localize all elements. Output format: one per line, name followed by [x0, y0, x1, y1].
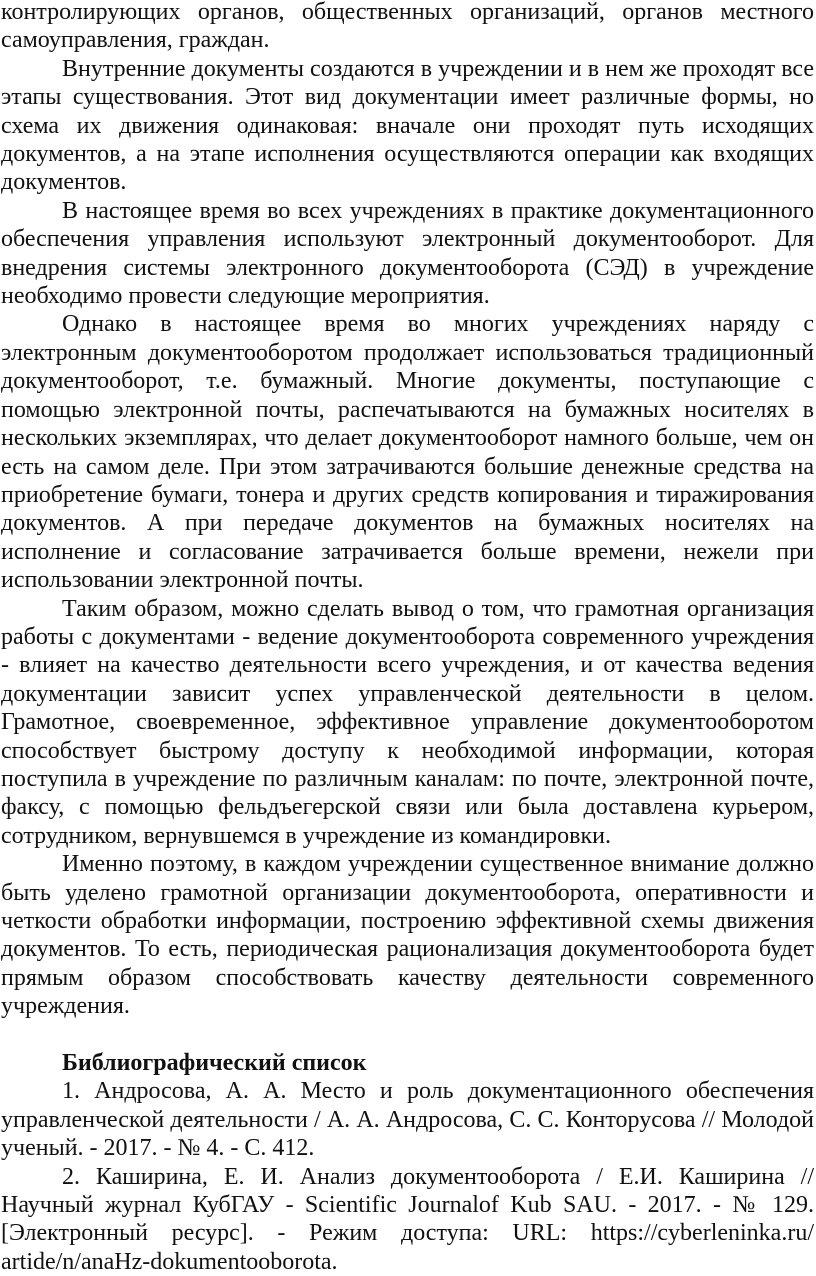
bibliography-title: Библиографический список	[62, 1050, 367, 1077]
paragraph-internal-documents: Внутренние документы создаются в учреждении и в нем же проходят все этапы существования. Этот вид документации имеет различные формы, но схема их движения одинаковая: вначале они проходят путь исходящих документов, а на этапе исполнения осуществляются операции как входящих документов.	[1, 55, 814, 196]
paragraph-continuation: контролирующих органов, общественных организаций, органов местного самоуправления, граждан.	[1, 0, 814, 54]
paragraph-electronic-workflow: В настоящее время во всех учреждениях в практике документационного обеспечения управления используют электронный документооборот. Для внедрения системы электронного документооборота (СЭД) в учреждение необходимо провести следующие мероприятия.	[1, 197, 814, 310]
paragraph-rationalization: Именно поэтому, в каждом учреждении существенное внимание должно быть уделено грамотной организации документооборота, оперативности и четкости обработки информации, построению эффективной схемы движения документов. То есть, периодическая рационализация документооборота будет прямым образом способствовать качеству деятельности современного учреждения.	[1, 851, 814, 1020]
paragraph-conclusion: Таким образом, можно сделать вывод о том, что грамотная организация работы с документами - ведение документооборота современного учреждения - влияет на качество деятельности всего учреждения, и от качества ведения документации зависит успех управленческой деятельности в целом. Грамотное, своевременное, эффективное управление документооборотом способствует быстрому доступу к необходимой информации, которая поступила в учреждение по различным каналам: по почте, электронной почте, факсу, с помощью фельдъегерской связи или была доставлена курьером, сотрудником, вернувшемся в учреждение из командировки.	[1, 595, 814, 849]
bibliography-item-1: 1. Андросова, А. А. Место и роль документационного обеспечения управленческой деятельности / А. А. Андросова, С. С. Конторусова // Молодой ученый. - 2017. - № 4. - С. 412.	[1, 1078, 814, 1162]
bibliography-item-2: 2. Каширина, Е. И. Анализ документооборота / Е.И. Каширина // Научный журнал КубГАУ - Scientific Journalof Kub SAU. - 2017. - № 129. [Электронный ресурс]. - Режим доступа: URL: https://cyberleninka.ru/ artide/n/anaHz-dokumentooborota.	[1, 1163, 814, 1275]
paragraph-paper-workflow: Однако в настоящее время во многих учреждениях наряду с электронным документооборотом продолжает использоваться традиционный документооборот, т.е. бумажный. Многие документы, поступающие с помощью электронной почты, распечатываются на бумажных носителях в нескольких экземплярах, что делает документооборот намного больше, чем он есть на самом деле. При этом затрачиваются большие денежные средства на приобретение бумаги, тонера и других средств копирования и тиражирования документов. А при передаче документов на бумажных носителях на исполнение и согласование затрачивается больше времени, нежели при использовании электронной почты.	[1, 311, 814, 594]
